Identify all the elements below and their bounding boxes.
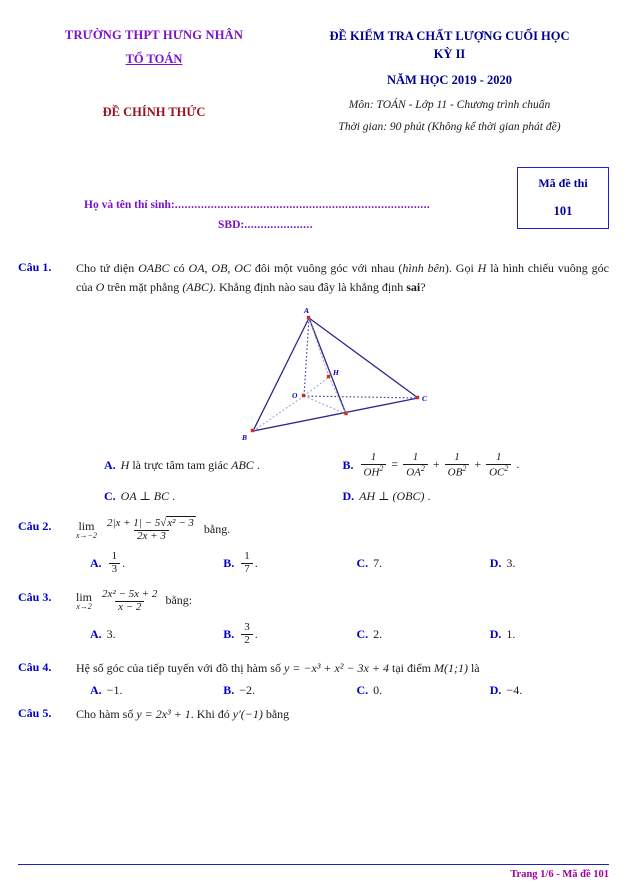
question-4-label: Câu 4. [18, 659, 52, 674]
question-1-body [76, 259, 609, 505]
question-1-options-row-2 [76, 488, 609, 504]
question-2-option-c[interactable] [343, 551, 476, 575]
option-content [121, 458, 260, 473]
option-suffix: . [379, 555, 383, 570]
question-1-option-c[interactable] [76, 488, 343, 504]
frac-numerator: 1 [495, 451, 502, 464]
question-1-options-row-1 [76, 452, 609, 479]
option-suffix: . [519, 683, 523, 698]
question-2-option-a[interactable] [76, 551, 209, 575]
question-1-label: Câu 1. [18, 259, 52, 274]
header-left-block [18, 24, 290, 133]
option-suffix: . [379, 683, 383, 698]
q5-m1: y = 2x³ + 1 [136, 706, 191, 721]
frac-denominator [445, 464, 470, 479]
limit-operator-3 [76, 591, 92, 611]
question-3-label: Câu 3. [18, 590, 52, 605]
question-1-option-a[interactable] [76, 452, 343, 479]
lim-op: lim [78, 519, 95, 534]
candidate-sbd-label: SBD: [218, 218, 245, 231]
question-4-body [76, 659, 609, 699]
q4-m1: y = −x³ + x² − 3x + 4 [283, 660, 389, 675]
option-content [359, 489, 430, 504]
plus-sign-2: + [474, 457, 482, 472]
opt-math-2: ABC [231, 458, 254, 473]
exam-code-box [517, 167, 609, 229]
option-value: 3 [106, 626, 113, 641]
question-3 [18, 589, 609, 646]
q1-t7: . Khẳng định nào sau đây là khẳng định [212, 279, 407, 294]
den-base: OC [489, 466, 505, 479]
question-4-option-b[interactable] [209, 683, 342, 699]
option-value: −2 [239, 683, 253, 698]
question-2-option-b[interactable] [209, 551, 342, 575]
opt-text-1: . [424, 488, 431, 503]
candidate-sbd-blank[interactable]: ..................... [244, 218, 313, 231]
exam-subject: Môn: TOÁN - Lớp 11 - Chương trình chuẩn [348, 98, 551, 111]
q1-t3: đôi một vuông góc với nhau ( [250, 260, 403, 275]
question-5 [18, 705, 609, 724]
question-2-body [76, 518, 609, 575]
figure-label-B: B [241, 433, 247, 443]
option-letter: A. [104, 458, 116, 473]
opt-math-1: H [120, 458, 130, 473]
candidate-name-line [84, 195, 430, 215]
opt-text-1: . [169, 488, 176, 503]
option-content [121, 489, 175, 504]
frac-numerator: 1 [412, 451, 419, 464]
q1-t6: trên mặt phẳng [104, 279, 183, 294]
q5-t1: Cho hàm số [76, 706, 137, 721]
q1-t5: là hình chiếu vuông góc của [76, 260, 609, 294]
question-4-text [76, 659, 609, 678]
option-letter: D. [342, 488, 355, 503]
question-3-text [76, 589, 609, 613]
opt-math-1: OA ⊥ BC [120, 488, 170, 503]
q5-m2: y′(−1) [232, 706, 263, 721]
department-name: TỔ TOÁN [125, 52, 183, 66]
option-letter: B. [223, 683, 235, 698]
q1-m3: H [477, 260, 487, 275]
question-2-option-d[interactable] [476, 551, 609, 575]
q5-t2: . Khi đó [190, 706, 233, 721]
frac-denominator: 7 [241, 563, 253, 576]
option-letter: D. [489, 555, 502, 570]
option-suffix: . [379, 626, 383, 641]
question-1 [18, 259, 609, 505]
frac-numerator: 1 [370, 451, 377, 464]
sqrt-sign: √ [160, 517, 167, 530]
question-1-text [76, 259, 609, 298]
frac-numerator [104, 518, 199, 530]
option-fraction [109, 551, 121, 575]
q1-t8: ? [420, 279, 426, 294]
option-letter: C. [356, 555, 369, 570]
question-3-option-b[interactable] [209, 622, 342, 646]
figure-label-H: H [332, 368, 339, 378]
den-base: OB [447, 466, 463, 479]
option-value: 3 [506, 555, 513, 570]
candidate-sbd-line [84, 215, 430, 235]
frac-denominator: 2 [241, 634, 253, 647]
frac-denominator [361, 464, 387, 479]
option-letter: A. [90, 683, 102, 698]
candidate-info-row [0, 167, 627, 241]
option-value: −4 [506, 683, 520, 698]
q1-hint: hình bên [402, 260, 445, 275]
frac-denominator: x − 2 [115, 601, 144, 614]
school-year: NĂM HỌC 2019 - 2020 [387, 72, 512, 87]
question-5-text [76, 705, 609, 724]
exam-code-label: Mã đề thi [538, 175, 588, 190]
den-exp: 2 [420, 463, 425, 473]
limit-fraction-2 [104, 518, 199, 542]
question-3-option-a[interactable] [76, 622, 209, 646]
option-suffix: . [119, 683, 123, 698]
exam-title-line-1: ĐỀ KIỂM TRA CHẤT LƯỢNG CUỐI HỌC [329, 29, 570, 43]
den-base: OH [363, 466, 380, 479]
option-suffix: . [254, 555, 258, 570]
frac-numerator: 1 [244, 550, 250, 563]
frac-rhs-1 [403, 452, 428, 479]
period: . [516, 457, 520, 472]
q4-m2: M(1;1) [433, 660, 468, 675]
option-value: 2 [373, 626, 380, 641]
candidate-name-blank[interactable]: .............................................................................. [174, 198, 431, 211]
den-exp: 2 [462, 463, 467, 473]
q1-t1: Cho tứ diện [76, 260, 139, 275]
question-2-text [76, 518, 609, 542]
frac-rhs-2 [445, 452, 470, 479]
question-3-option-d[interactable] [476, 622, 609, 646]
limit-fraction-3 [99, 589, 160, 613]
questions-container [0, 241, 627, 725]
q1-t2: có [169, 260, 189, 275]
option-suffix: . [254, 626, 258, 641]
question-4-option-c[interactable] [343, 683, 476, 699]
option-suffix: . [252, 683, 256, 698]
figure-vertex-labels [241, 306, 428, 442]
frac-numerator: 2x² − 5x + 2 [102, 588, 158, 601]
question-3-body [76, 589, 609, 646]
num-minus: − 5 [141, 517, 161, 530]
option-letter: D. [489, 683, 502, 698]
q1-m1: OABC [138, 260, 170, 275]
num-abs: |x + 1| [112, 517, 142, 530]
exam-duration: Thời gian: 90 phút (Không kể thời gian phát đề) [338, 120, 561, 133]
candidate-fields [84, 195, 430, 235]
exam-code-value: 101 [553, 203, 573, 218]
option-value: 7 [373, 555, 380, 570]
question-2-tail: bằng. [200, 521, 231, 536]
option-letter: B. [223, 626, 235, 641]
frac-denominator [486, 464, 511, 479]
question-4-option-a[interactable] [76, 683, 209, 699]
den-exp: 2 [379, 463, 384, 473]
lim-op: lim [76, 590, 93, 605]
option-fraction [241, 622, 253, 646]
option-value: −1 [106, 683, 120, 698]
question-3-option-c[interactable] [343, 622, 476, 646]
question-2-options [76, 551, 609, 575]
option-suffix: . [512, 626, 516, 641]
page-footer [18, 864, 609, 880]
option-letter: B. [342, 458, 354, 473]
question-1-figure-wrap [76, 303, 609, 443]
frac-lhs [361, 452, 387, 479]
question-2 [18, 518, 609, 575]
candidate-name-label: Họ và tên thí sinh: [84, 198, 175, 211]
official-exam-label: ĐỀ CHÍNH THỨC [102, 105, 206, 119]
den-exp: 2 [504, 463, 509, 473]
frac-denominator [403, 464, 428, 479]
option-letter: C. [356, 626, 369, 641]
exam-title [290, 28, 609, 64]
opt-math-1: AH ⊥ (OBC) [359, 488, 425, 503]
q4-t2: tại điểm [388, 660, 434, 675]
footer-page-info: Trang 1/6 - Mã đề 101 [510, 869, 609, 880]
figure-label-O: O [291, 391, 297, 401]
question-4 [18, 659, 609, 699]
option-letter: D. [489, 626, 502, 641]
page-header [0, 0, 627, 133]
lim-subscript: x→2 [76, 602, 92, 612]
option-suffix: . [512, 555, 516, 570]
lim-subscript: x→−2 [76, 531, 97, 541]
option-letter: A. [90, 555, 102, 570]
q4-t3: là [467, 660, 480, 675]
frac-numerator: 3 [244, 621, 250, 634]
tetrahedron-figure [228, 303, 458, 443]
opt-text-1: là trực tâm tam giác [129, 458, 232, 473]
option-suffix: . [112, 626, 116, 641]
option-fraction [241, 551, 253, 575]
question-5-label: Câu 5. [18, 705, 52, 720]
option-content [359, 452, 520, 479]
q4-t1: Hệ số góc của tiếp tuyến với đồ thị hàm số [76, 660, 284, 675]
num-radicand: x² − 3 [167, 517, 194, 530]
q1-t4: ). Gọi [444, 260, 478, 275]
option-value: 1 [506, 626, 513, 641]
header-right-block [290, 24, 609, 133]
option-value: 0 [373, 683, 380, 698]
limit-operator-2 [76, 520, 97, 540]
frac-numerator: 1 [111, 550, 118, 563]
q1-sai: sai [406, 279, 421, 294]
question-4-option-d[interactable] [476, 683, 609, 699]
opt-text-2: . [253, 458, 260, 473]
question-5-body [76, 705, 609, 724]
question-3-tail: bằng: [162, 593, 193, 608]
exam-title-line-2: KỲ II [433, 46, 466, 61]
q5-t3: bằng [262, 706, 290, 721]
question-1-option-d[interactable] [343, 488, 610, 504]
option-suffix: . [122, 555, 126, 570]
q1-m5: (ABC) [182, 279, 213, 294]
q1-m4: O [95, 279, 105, 294]
option-letter: C. [356, 683, 369, 698]
plus-sign-1: + [432, 457, 440, 472]
frac-denominator: 2x + 3 [134, 530, 169, 543]
option-letter: A. [90, 626, 102, 641]
figure-label-C: C [421, 394, 427, 404]
question-1-option-b[interactable] [343, 452, 610, 479]
frac-numerator: 1 [454, 451, 460, 464]
num-coef: 2 [106, 517, 113, 530]
question-2-label: Câu 2. [18, 519, 52, 534]
question-4-options [76, 683, 609, 699]
option-letter: C. [104, 488, 116, 503]
q1-m2: OA, OB, OC [188, 260, 251, 275]
frac-rhs-3 [486, 452, 511, 479]
school-name: TRƯỜNG THPT HƯNG NHÂN [64, 28, 244, 42]
option-letter: B. [223, 555, 235, 570]
frac-denominator: 3 [109, 563, 121, 576]
footer-divider [18, 864, 609, 865]
equals-sign: = [391, 457, 399, 472]
den-base: OA [406, 466, 421, 479]
figure-label-A: A [303, 306, 309, 316]
question-3-options [76, 622, 609, 646]
